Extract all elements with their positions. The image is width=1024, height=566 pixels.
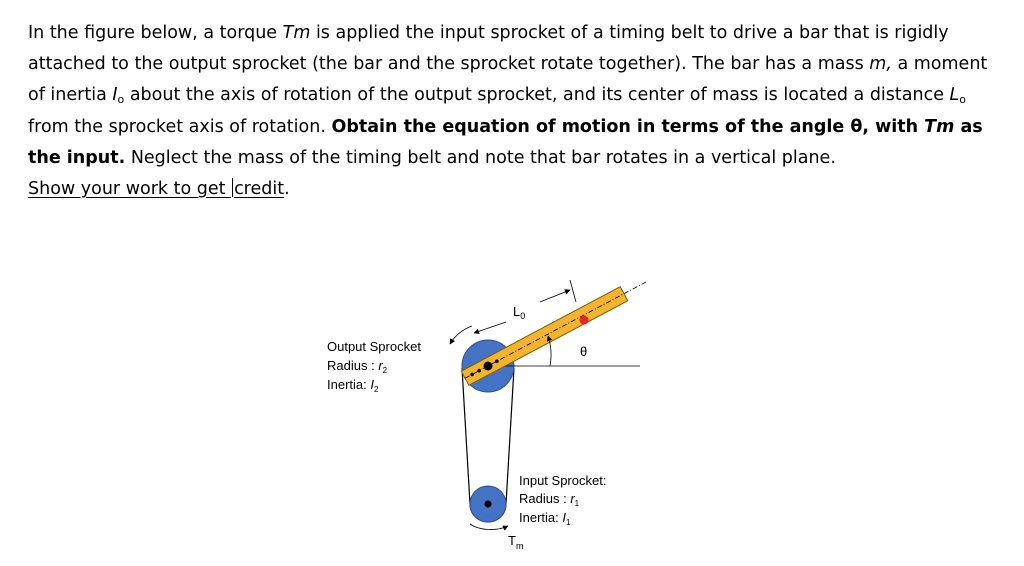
bold-instruction-end: as the input. bbox=[28, 116, 983, 168]
text-span: In the figure below, a torque bbox=[28, 23, 283, 43]
torque-symbol: Tm bbox=[282, 23, 311, 43]
mass-symbol: m, bbox=[869, 54, 892, 75]
bold-instruction: Obtain the equation of motion in terms of the angle θ, with bbox=[331, 116, 925, 137]
text-span: from the sprocket axis of rotation. bbox=[28, 116, 332, 137]
input-sprocket-hub bbox=[485, 501, 492, 508]
input-sprocket-inertia: Inertia: $I_1$ bbox=[519, 510, 571, 527]
rotation-arrow-icon bbox=[450, 326, 472, 344]
torque-arrow-icon bbox=[470, 524, 508, 530]
output-sprocket-title: Output Sprocket bbox=[327, 339, 421, 354]
output-sprocket-radius: Radius : $r_2$ bbox=[327, 358, 388, 375]
tm-label: $T_m$ bbox=[508, 533, 524, 551]
mechanism-figure bbox=[300, 270, 680, 560]
input-sprocket-label bbox=[519, 473, 606, 527]
text-span: a moment of inertia bbox=[28, 54, 988, 106]
length-symbol: L bbox=[949, 85, 960, 106]
bold-torque-symbol: Tm bbox=[924, 116, 955, 137]
inertia-subscript: o bbox=[117, 93, 125, 107]
period: . bbox=[284, 179, 290, 200]
underlined-text: Show your work to get bbox=[28, 179, 226, 200]
text-span: is applied the input sprocket of a timing belt to drive a bar that is rigidly attached to the output sprocket (the bar and the sprocket rotate together). The bar has a mass bbox=[28, 23, 949, 75]
center-of-mass-dot bbox=[580, 316, 589, 325]
text-span: about the axis of rotation of the output sprocket, and its center of mass is located a distance bbox=[124, 85, 950, 106]
pivot-point bbox=[484, 362, 493, 371]
inertia-symbol: I bbox=[112, 85, 118, 106]
length-subscript: o bbox=[959, 93, 967, 107]
output-sprocket-inertia: Inertia: $I_2$ bbox=[327, 377, 379, 394]
lo-label: $L_0$ bbox=[513, 304, 526, 321]
problem-statement bbox=[28, 18, 1003, 205]
underlined-credit: credit bbox=[234, 179, 285, 200]
input-sprocket-title: Input Sprocket: bbox=[519, 473, 607, 488]
text-span: Neglect the mass of the timing belt and note that bar rotates in a vertical plane. bbox=[125, 147, 836, 168]
text-cursor bbox=[232, 178, 233, 197]
theta-label: θ bbox=[580, 344, 588, 359]
output-sprocket-label bbox=[327, 339, 421, 394]
problem-paragraph bbox=[28, 18, 1003, 205]
input-sprocket-radius: Radius : $r_1$ bbox=[519, 491, 580, 508]
